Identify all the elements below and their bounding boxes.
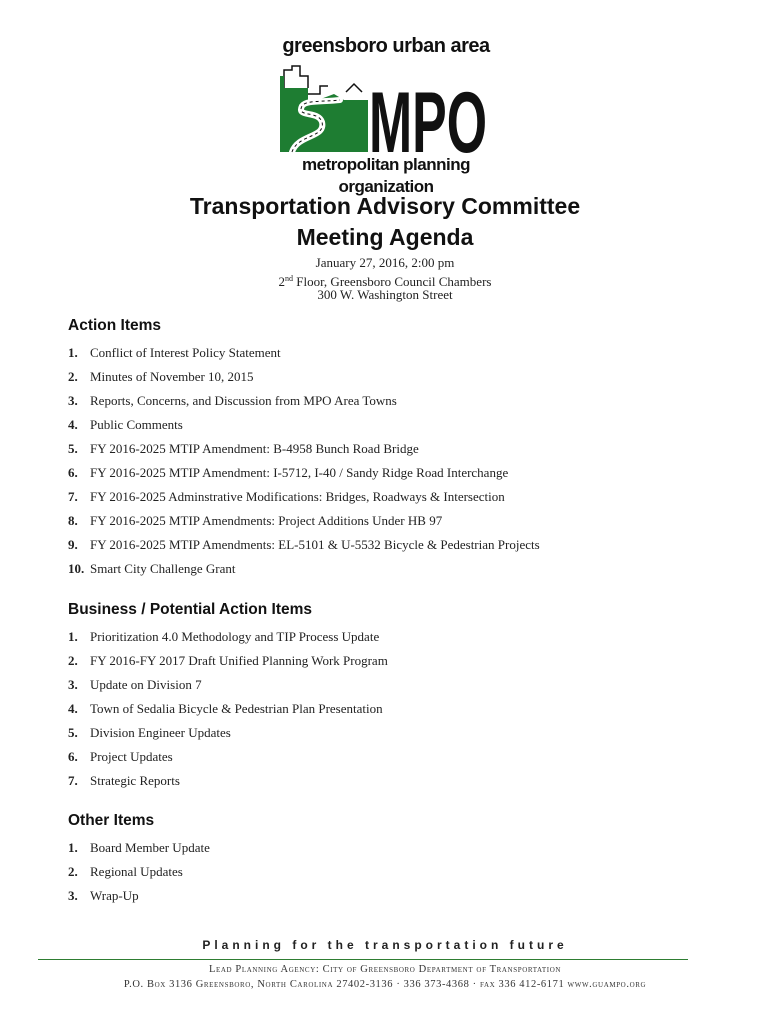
item-number: 9. [68,537,78,552]
item-text: Project Updates [90,749,173,764]
item-text: Division Engineer Updates [90,725,231,740]
item-number: 3. [68,888,78,903]
meeting-datetime: January 27, 2016, 2:00 pm [315,255,455,270]
item-number: 8. [68,513,78,528]
logo-mark-graphic [278,58,494,154]
footer-divider [38,959,688,960]
item-text: FY 2016-FY 2017 Draft Unified Planning Work Program [90,653,388,668]
item-text: Board Member Update [90,840,210,855]
item-text: Regional Updates [90,864,183,879]
item-number: 7. [68,489,78,504]
logo-bottom-text: metropolitan planning organization [302,155,470,196]
item-number: 10. [68,561,85,576]
item-text: FY 2016-2025 Adminstrative Modifications: Bridges, Roadways & Intersection [90,489,505,504]
item-text: Minutes of November 10, 2015 [90,369,254,384]
document-title-line1: Transportation Advisory Committee [189,193,581,219]
item-text: Update on Division 7 [90,677,202,692]
item-text: Conflict of Interest Policy Statement [90,345,281,360]
item-text: Smart City Challenge Grant [90,561,236,576]
section-heading-other-items: Other Items [68,812,155,829]
item-number: 4. [68,417,78,432]
floor-suffix: nd [285,274,294,283]
logo-top-text: greensboro urban area [282,35,490,57]
item-text: FY 2016-2025 MTIP Amendments: EL-5101 & U-5532 Bicycle & Pedestrian Projects [90,537,540,552]
item-number: 3. [68,393,78,408]
footer-agency: Lead Planning Agency: City of Greensboro Department of Transportation [208,964,562,975]
item-number: 5. [68,725,78,740]
item-number: 1. [68,345,78,360]
section-heading-business-items: Business / Potential Action Items [68,601,313,618]
item-number: 7. [68,773,78,788]
item-number: 2. [68,864,78,879]
item-number: 2. [68,369,78,384]
item-number: 6. [68,465,78,480]
item-number: 5. [68,441,78,456]
floor-number: 2 [278,274,286,289]
item-text: Strategic Reports [90,773,180,788]
section-heading-action-items: Action Items [68,317,162,334]
footer-tagline: Planning for the transportation future [202,938,568,952]
logo-mpo-text: MPO [369,75,487,154]
item-text: Reports, Concerns, and Discussion from MPO Area Towns [90,393,397,408]
footer-contact: P.O. Box 3136 Greensboro, North Carolina 27402-3136 · 336 373-4368 · fax 336 412-6171 www.guampo.org [123,979,647,990]
item-text: FY 2016-2025 MTIP Amendment: I-5712, I-40 / Sandy Ridge Road Interchange [90,465,509,480]
item-text: Wrap-Up [90,888,139,903]
item-text: Public Comments [90,417,183,432]
item-text: FY 2016-2025 MTIP Amendments: Project Additions Under HB 97 [90,513,443,528]
item-text: Town of Sedalia Bicycle & Pedestrian Plan Presentation [90,701,383,716]
meeting-address: 300 W. Washington Street [317,287,453,302]
item-number: 1. [68,629,78,644]
item-number: 6. [68,749,78,764]
mpo-logo [278,34,494,196]
document-title-line2: Meeting Agenda [296,224,474,250]
item-number: 1. [68,840,78,855]
location-text: Floor, Greensboro Council Chambers [293,274,492,289]
item-number: 2. [68,653,78,668]
item-number: 4. [68,701,78,716]
item-text: Prioritization 4.0 Methodology and TIP Process Update [90,629,380,644]
item-text: FY 2016-2025 MTIP Amendment: B-4958 Bunch Road Bridge [90,441,419,456]
item-number: 3. [68,677,78,692]
